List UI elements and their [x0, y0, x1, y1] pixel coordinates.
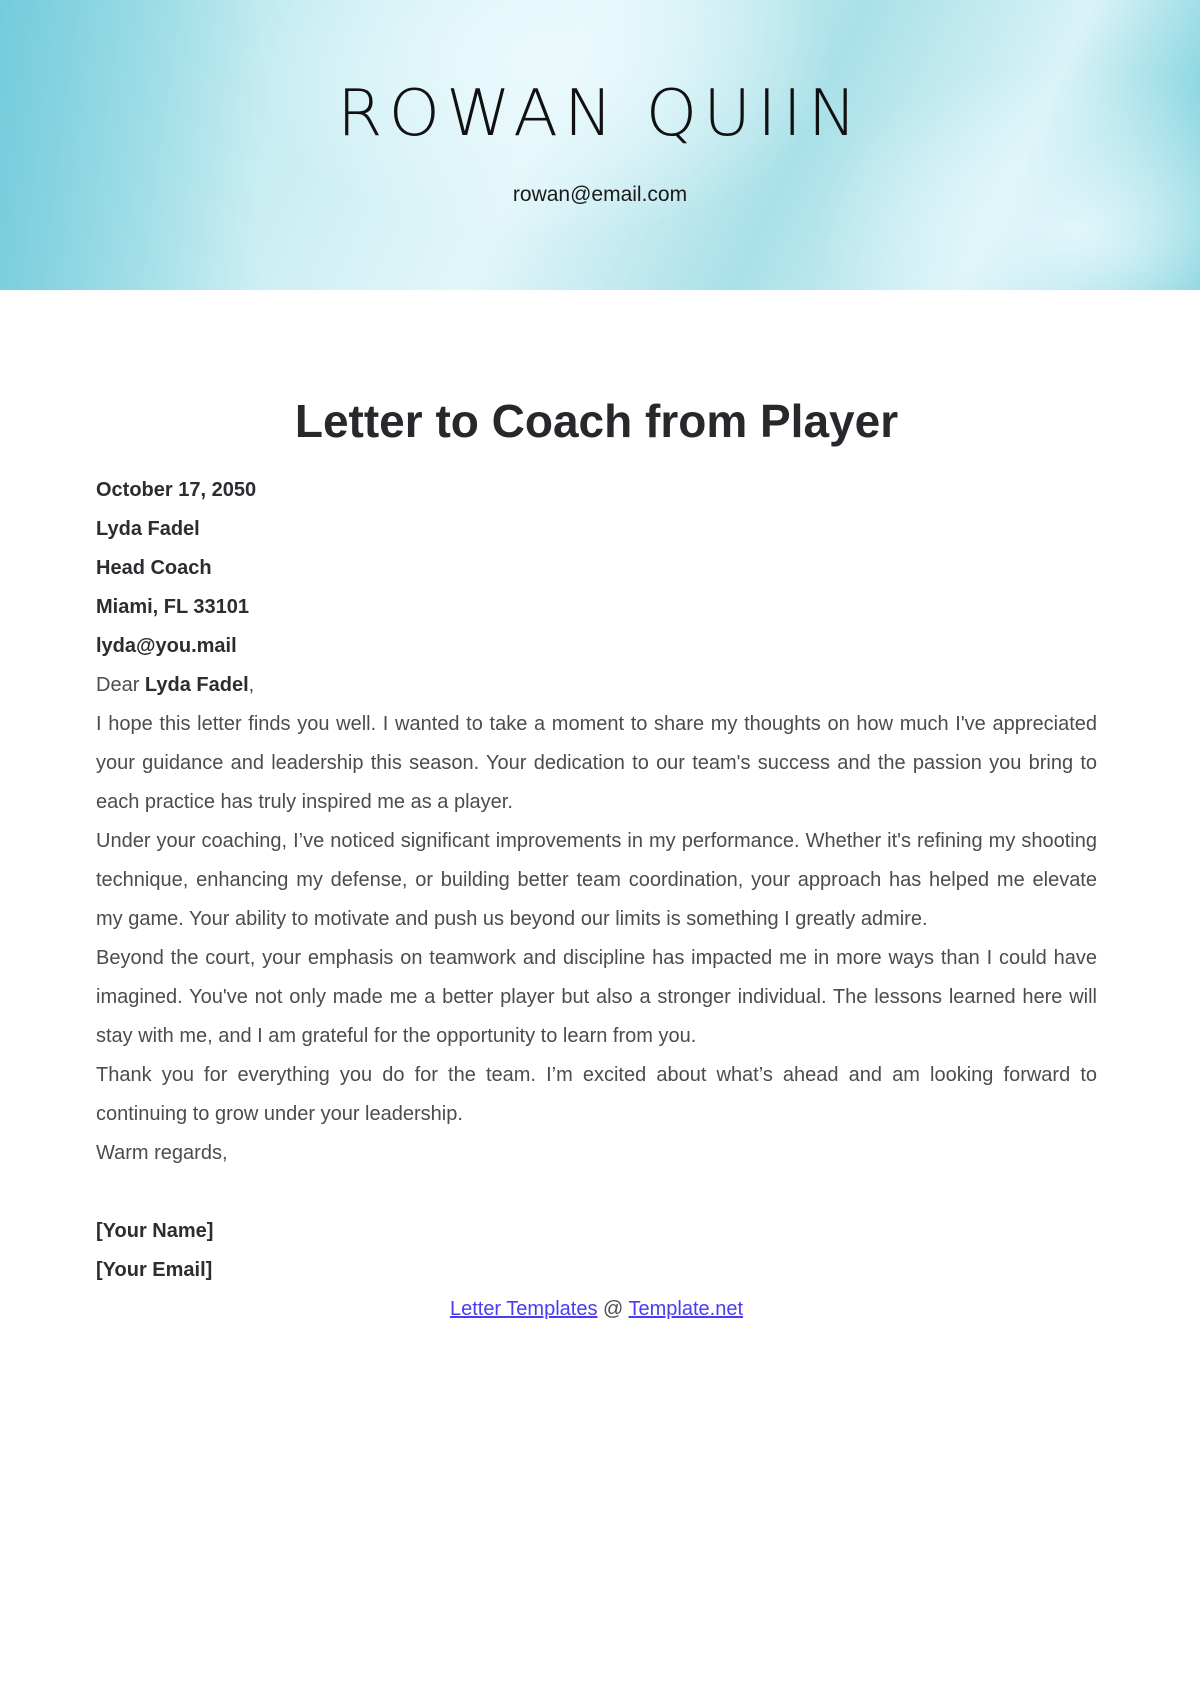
salutation-suffix: ,: [248, 674, 255, 696]
recipient-name: Lyda Fadel: [96, 518, 200, 540]
signature-spacer: [96, 1173, 1097, 1212]
sender-name: ROWAN QUIIN: [337, 77, 863, 151]
letterhead-banner: [0, 0, 1200, 290]
recipient-email: lyda@you.mail: [96, 635, 237, 657]
salutation-name: Lyda Fadel: [144, 674, 249, 696]
signature-email: [Your Email]: [96, 1259, 213, 1281]
recipient-position: Head Coach: [96, 557, 212, 579]
salutation-prefix: Dear: [96, 674, 145, 696]
letter-body: [96, 393, 1097, 1329]
paragraph-2: Under your coaching, I’ve noticed significant improvements in my performance. Whether it's refining my shooting technique, enhancing my defense, or building better team coordination, your approach has helped me elevate my game. Your ability to motivate and push us beyond our limits is something I greatly admire.: [96, 830, 1097, 930]
paragraph-3: Beyond the court, your emphasis on teamwork and discipline has impacted me in more ways than I could have imagined. You've not only made me a better player but also a stronger individual. The lessons learned here will stay with me, and I am grateful for the opportunity to learn from you.: [96, 947, 1097, 1047]
letter-date: October 17, 2050: [96, 479, 257, 501]
sender-email: rowan@email.com: [512, 183, 688, 206]
recipient-address: Miami, FL 33101: [96, 596, 250, 618]
letter-templates-link[interactable]: Letter Templates: [449, 1298, 598, 1320]
salutation: [96, 666, 1097, 705]
paragraph-1: I hope this letter finds you well. I wanted to take a moment to share my thoughts on how much I've appreciated your guidance and leadership this season. Your dedication to our team's success and the passion you bring to each practice has truly inspired me as a player.: [96, 713, 1097, 813]
footer-credit: [96, 1290, 1097, 1329]
letter-title: Letter to Coach from Player: [294, 395, 899, 447]
template-net-link[interactable]: Template.net: [628, 1298, 744, 1320]
closing: Warm regards,: [96, 1142, 228, 1164]
footer-separator: @: [597, 1298, 629, 1320]
paragraph-4: Thank you for everything you do for the team. I’m excited about what’s ahead and am looking forward to continuing to grow under your leadership.: [96, 1064, 1097, 1125]
signature-name: [Your Name]: [96, 1220, 214, 1242]
